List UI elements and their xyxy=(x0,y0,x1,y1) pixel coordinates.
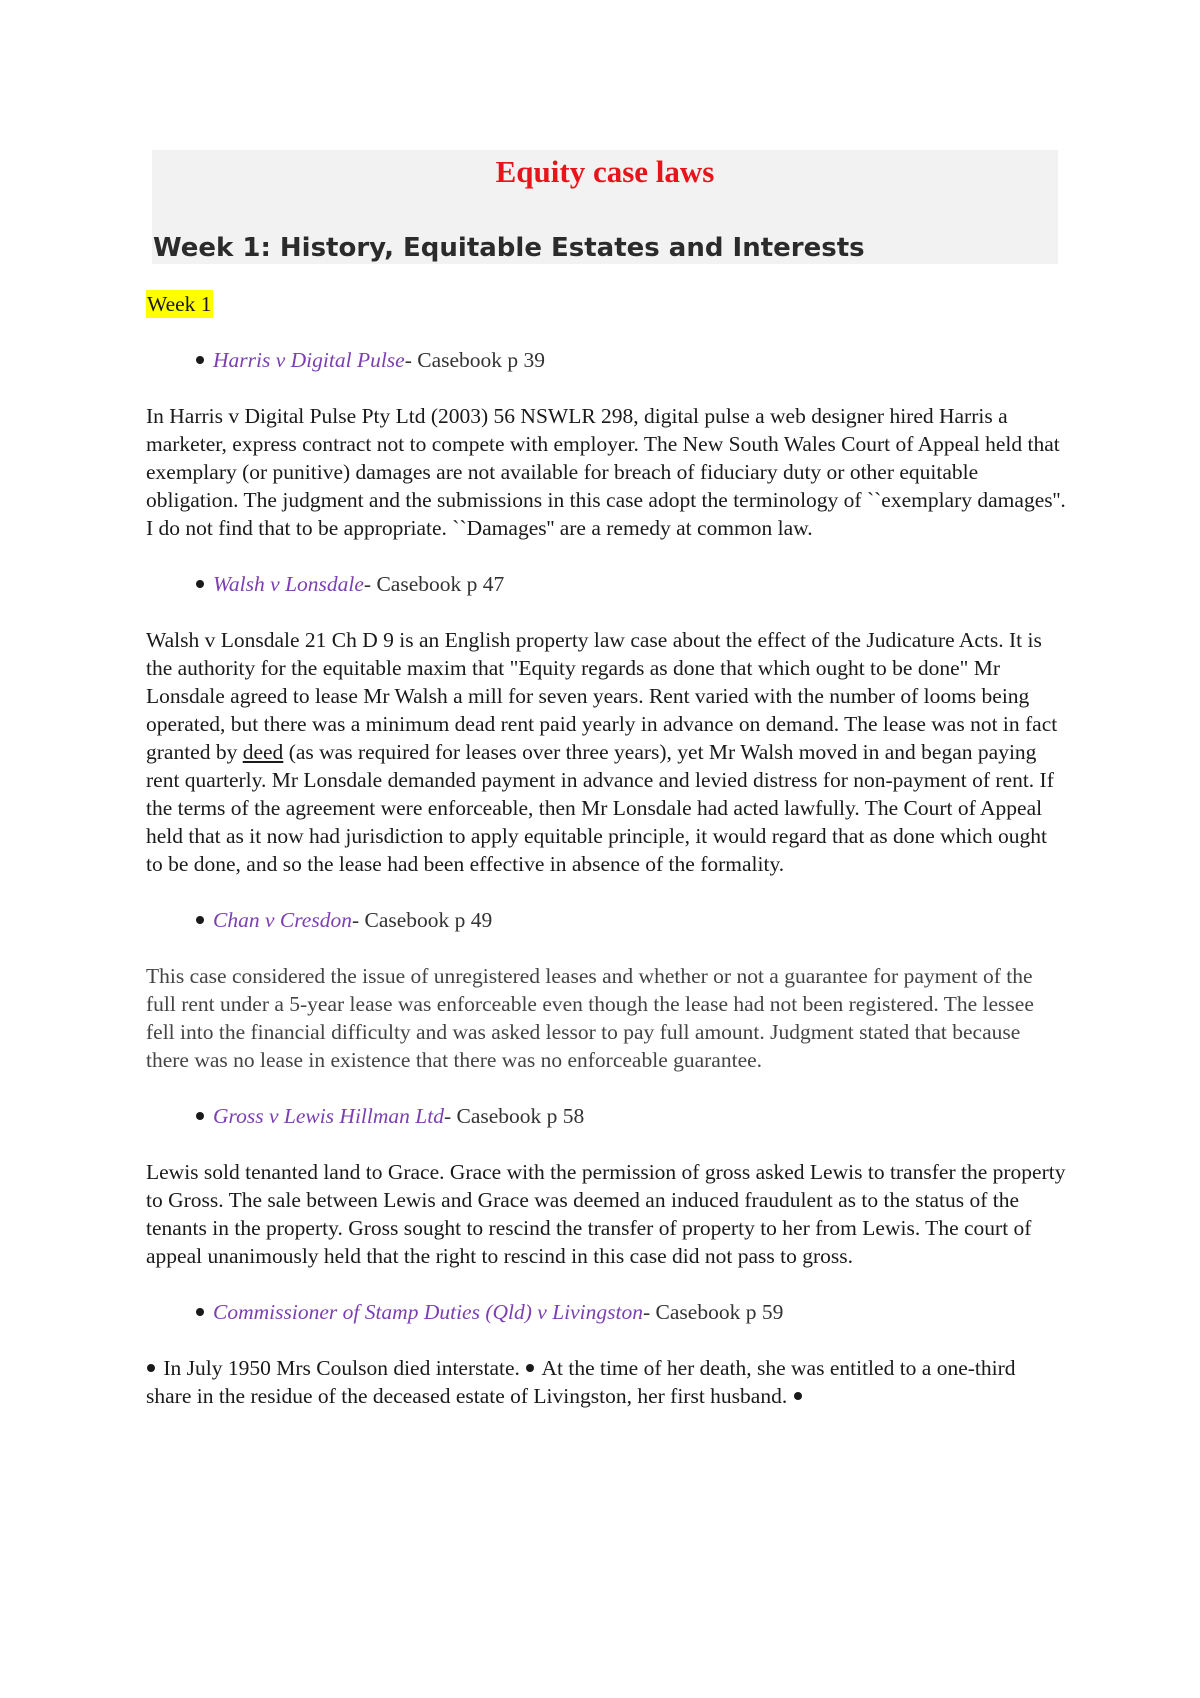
week-label: Week 1 xyxy=(147,292,212,316)
case-summary-gross: Lewis sold tenanted land to Grace. Grace with the permission of gross asked Lewis to transfer the property to Gross. The sale between Lewis and Grace was deemed an induced fraudulent as to the status of the tenants in the property. Gross sought to rescind the transfer of property to her from Lewis. The court of appeal unanimously held that the right to rescind in this case did not pass to gross. xyxy=(146,1160,1066,1268)
document-title: Equity case laws xyxy=(495,154,715,189)
case-reference: - Casebook p 49 xyxy=(351,908,493,932)
case-reference: - Casebook p 58 xyxy=(443,1104,585,1128)
bullet-icon xyxy=(196,916,204,924)
case-name[interactable]: Harris v Digital Pulse xyxy=(213,348,405,372)
bullet-icon xyxy=(196,580,204,588)
case-reference: - Casebook p 47 xyxy=(363,572,505,596)
bullet-icon xyxy=(794,1392,802,1400)
case-name[interactable]: Gross v Lewis Hillman Ltd xyxy=(213,1104,444,1128)
case-summary-walsh xyxy=(146,626,1066,878)
summary-text: Walsh v Lonsdale 21 Ch D 9 is an English property law case about the effect of the Judicature Acts. It is the authority for the equitable maxim that "Equity regards as done that which ought to be done" Mr Lonsdale agreed to lease Mr Walsh a mill for seven years. Rent varied with the number of looms being operated, but there was a minimum dead rent paid yearly in advance on demand. The lease was not in fact granted by xyxy=(146,628,1058,764)
case-name[interactable]: Commissioner of Stamp Duties (Qld) v Livingston xyxy=(213,1300,643,1324)
case-item-chan xyxy=(196,906,1066,934)
document-body xyxy=(146,290,1066,1438)
week-heading: Week 1: History, Equitable Estates and Interests xyxy=(153,233,865,263)
summary-point: In July 1950 Mrs Coulson died interstate. xyxy=(163,1356,520,1380)
case-summary-chan: This case considered the issue of unregistered leases and whether or not a guarantee for payment of the full rent under a 5-year lease was enforceable even though the lease had not been registered. The lessee fell into the financial difficulty and was asked lessor to pay full amount. Judgment stated that because there was no lease in existence that there was no enforceable guarantee. xyxy=(146,964,1034,1072)
case-name[interactable]: Chan v Cresdon xyxy=(213,908,352,932)
summary-text: (as was required for leases over three years), yet Mr Walsh moved in and began paying rent quarterly. Mr Lonsdale demanded payment in advance and levied distress for non-payment of rent. If the terms of the agreement were enforceable, then Mr Lonsdale had acted lawfully. The Court of Appeal held that as it now had jurisdiction to apply equitable principle, it would regard that as done which ought to be done, and so the lease had been effective in absence of the formality. xyxy=(146,740,1054,876)
case-item-walsh xyxy=(196,570,1066,598)
bullet-icon xyxy=(196,1308,204,1316)
bullet-icon xyxy=(526,1364,534,1372)
deed-link[interactable]: deed xyxy=(242,740,284,764)
case-name[interactable]: Walsh v Lonsdale xyxy=(213,572,364,596)
summary-point: At the time of her death, she was entitled to a one-third share in the residue of the deceased estate of Livingston, her first husband. xyxy=(146,1356,1016,1408)
case-reference: - Casebook p 59 xyxy=(643,1300,784,1324)
bullet-icon xyxy=(147,1364,155,1372)
case-summary-harris: In Harris v Digital Pulse Pty Ltd (2003) 56 NSWLR 298, digital pulse a web designer hired Harris a marketer, express contract not to compete with employer. The New South Wales Court of Appeal held that exemplary (or punitive) damages are not available for breach of fiduciary duty or other equitable obligation. The judgment and the submissions in this case adopt the terminology of ``exemplary damages''. I do not find that to be appropriate. ``Damages'' are a remedy at common law. xyxy=(146,404,1066,540)
bullet-icon xyxy=(196,356,204,364)
case-item-gross xyxy=(196,1102,1066,1130)
case-reference: - Casebook p 39 xyxy=(404,348,546,372)
case-item-harris xyxy=(196,346,1066,374)
case-summary-livingston xyxy=(146,1354,1066,1410)
bullet-icon xyxy=(196,1112,204,1120)
case-item-livingston xyxy=(196,1298,1066,1326)
